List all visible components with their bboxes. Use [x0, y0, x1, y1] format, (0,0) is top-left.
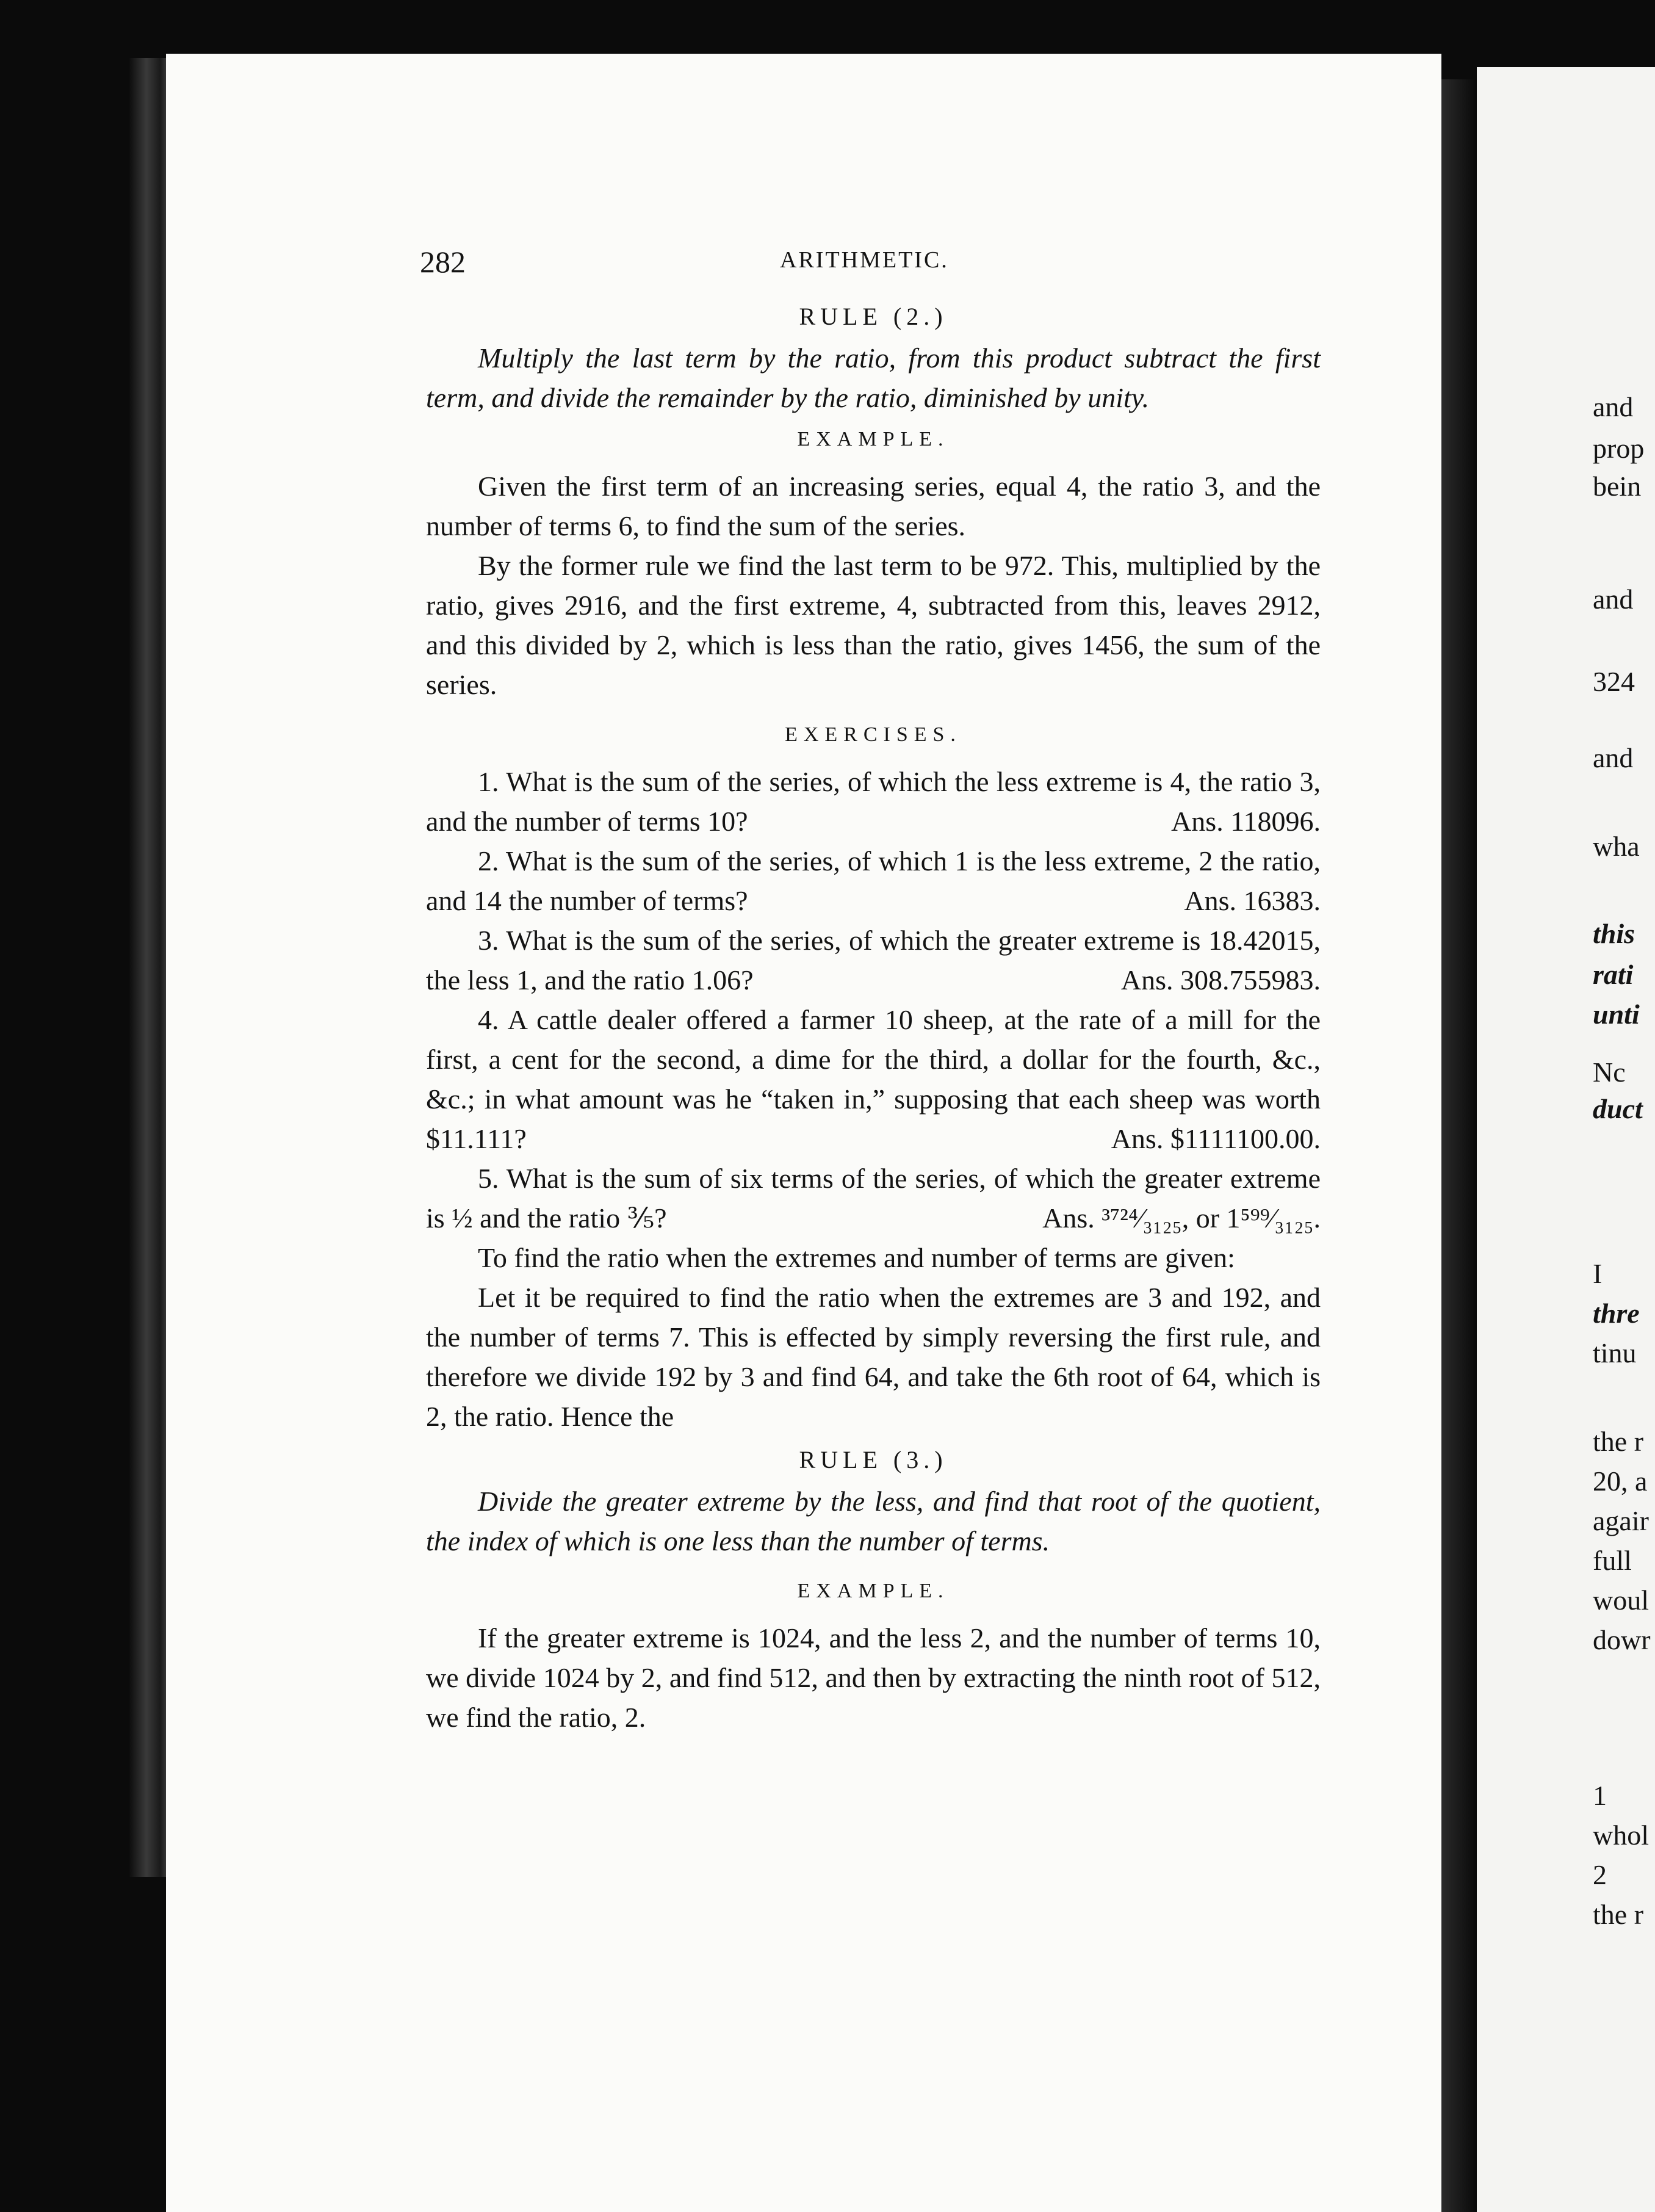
exercise-item — [426, 841, 1321, 920]
next-page-fragment: duct — [1593, 1093, 1643, 1124]
exercise-item — [426, 920, 1321, 1000]
next-page-fragment: 2 — [1593, 1859, 1607, 1890]
rule-2-heading: RULE (2.) — [799, 303, 948, 330]
next-page-fragment: whol — [1593, 1820, 1649, 1851]
next-page-fragment: and — [1593, 391, 1634, 422]
rule-3-heading: RULE (3.) — [799, 1446, 948, 1473]
next-page-fragment: tinu — [1593, 1337, 1637, 1368]
next-page-fragment: unti — [1593, 999, 1640, 1030]
next-page-fragment: the r — [1593, 1899, 1644, 1930]
ratio-paragraph: Let it be required to find the ratio when the extremes are 3 and 192, and the number of terms 7. This is effected by simply reversing the first rule, and therefore we divide 192 by 3 and find 64, and take the 6th root of 64, which is 2, the ratio. Hence the — [426, 1282, 1321, 1432]
next-page-fragment: prop — [1593, 433, 1645, 464]
next-page-fragment: the r — [1593, 1426, 1644, 1457]
ratio-intro: To find the ratio when the extremes and number of terms are given: — [478, 1242, 1235, 1273]
running-title: ARITHMETIC. — [780, 247, 949, 273]
next-page-fragment: woul — [1593, 1585, 1649, 1616]
exercises-heading: EXERCISES. — [785, 723, 962, 746]
rule-2-text: Multiply the last term by the ratio, from this product subtract the first term, and divide the remainder by the ratio, diminished by unity. — [426, 342, 1321, 413]
next-page-fragment: 20, a — [1593, 1466, 1648, 1497]
next-page-fragment: I — [1593, 1258, 1603, 1289]
exercise-answer: Ans. 118096. — [1171, 806, 1321, 837]
example-1-para-2: By the former rule we find the last term to be 972. This, multiplied by the ratio, gives 2916, and the first extreme, 4, subtracted from this, leaves 2912, and this divided by 2, which is less than the ratio, gives 1456, the sum of the series. — [426, 550, 1321, 700]
next-page-fragment: dowr — [1593, 1624, 1651, 1655]
next-page-fragment: agair — [1593, 1505, 1649, 1536]
next-page-fragment: and — [1593, 742, 1634, 773]
next-page-fragment: Nc — [1593, 1057, 1626, 1088]
exercise-item — [426, 762, 1321, 841]
next-page-fragment: rati — [1593, 959, 1634, 990]
page-body — [426, 299, 1321, 1737]
exercise-answer: Ans. 16383. — [1184, 885, 1321, 916]
running-head — [420, 244, 1323, 281]
exercise-answer: Ans. $1111100.00. — [1111, 1123, 1321, 1154]
next-page-fragment: thre — [1593, 1298, 1640, 1329]
exercise-text: 5. What is the sum of six terms of the series, of which the greater extreme is ½ and the ratio ⅗? — [426, 1163, 1321, 1234]
page-gutter-shadow — [1441, 79, 1478, 2212]
example-1-para-1: Given the first term of an increasing series, equal 4, the ratio 3, and the number of terms 6, to find the sum of the series. — [426, 471, 1321, 541]
exercise-item — [426, 1000, 1321, 1158]
next-page-fragment: 324 — [1593, 666, 1635, 697]
exercise-answer: Ans. ³⁷²⁴⁄₃₁₂₅, or 1⁵⁹⁹⁄₃₁₂₅. — [1042, 1202, 1321, 1234]
exercise-text: 3. What is the sum of the series, of which the greater extreme is 18.42015, the less 1, and the ratio 1.06? — [426, 925, 1321, 996]
next-page-fragment: wha — [1593, 831, 1640, 862]
next-page-edge — [1477, 67, 1655, 2212]
next-page-fragment: full — [1593, 1545, 1632, 1576]
next-page-fragment: this — [1593, 918, 1635, 949]
example-2-heading: EXAMPLE. — [797, 1580, 950, 1602]
example-1-heading: EXAMPLE. — [797, 428, 950, 450]
page-number: 282 — [420, 245, 466, 279]
exercise-text: 1. What is the sum of the series, of which the less extreme is 4, the ratio 3, and the number of terms 10? — [426, 766, 1321, 837]
example-2-para: If the greater extreme is 1024, and the less 2, and the number of terms 10, we divide 1024 by 2, and find 512, and then by extracting the ninth root of 512, we find the ratio, 2. — [426, 1622, 1321, 1733]
next-page-fragment: 1 — [1593, 1780, 1607, 1811]
exercise-item — [426, 1158, 1321, 1238]
rule-3-text: Divide the greater extreme by the less, and find that root of the quotient, the index of which is one less than the number of terms. — [426, 1486, 1321, 1556]
exercise-text: 2. What is the sum of the series, of which 1 is the less extreme, 2 the ratio, and 14 the number of terms? — [426, 845, 1321, 916]
next-page-fragment: bein — [1593, 471, 1642, 502]
exercise-text: 4. A cattle dealer offered a farmer 10 sheep, at the rate of a mill for the first, a cent for the second, a dime for the third, a dollar for the fourth, &c., &c.; in what amount was he “taken in,” supposing that each sheep was worth $11.111? — [426, 1004, 1321, 1154]
exercise-answer: Ans. 308.755983. — [1120, 964, 1321, 996]
next-page-fragment: and — [1593, 584, 1634, 615]
